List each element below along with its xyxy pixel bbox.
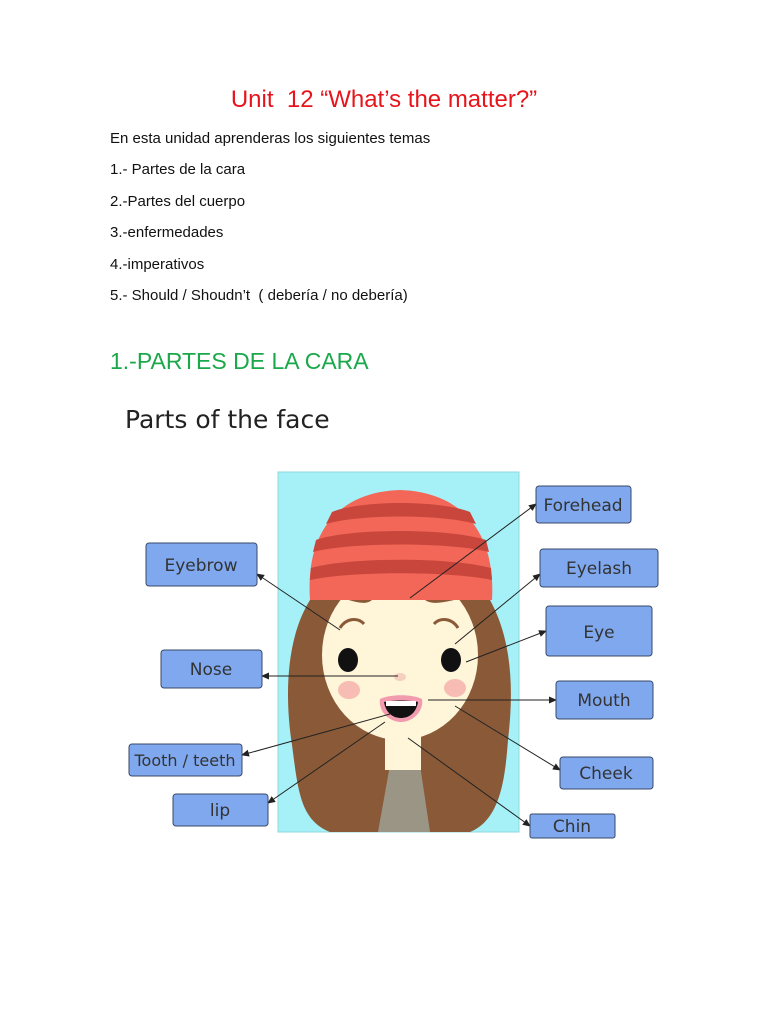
label-chin-text: Chin [552,817,592,837]
label-eye-text: Eye [583,623,615,643]
topic-item: 5.- Should / Shoudn’t ( debería / no debería) [110,287,408,304]
eye-right [441,648,461,672]
label-mouth-text: Mouth [577,691,631,711]
label-chin [530,814,615,838]
label-cheek-text: Cheek [579,764,633,784]
label-forehead-text: Forehead [543,496,623,516]
topic-item: 4.-imperativos [110,256,205,273]
topic-item: 2.-Partes del cuerpo [110,193,246,210]
topic-item: 3.-enfermedades [110,224,224,241]
figure-title: Parts of the face [125,405,330,434]
label-cheek [560,757,653,789]
label-nose-text: Nose [189,660,233,680]
label-lip-text: lip [209,801,231,821]
label-eyebrow [146,543,257,586]
label-eye [546,606,652,656]
label-tooth [129,744,242,776]
topic-item: 1.- Partes de la cara [110,161,246,178]
eye-left [338,648,358,672]
label-eyebrow-text: Eyebrow [164,556,238,576]
section-heading: 1.-PARTES DE LA CARA [110,348,369,374]
label-nose [161,650,262,688]
girl-illustration [278,472,519,832]
label-tooth-text: Tooth / teeth [134,751,236,770]
label-forehead [536,486,631,523]
label-eyelash-text: Eyelash [565,559,633,579]
label-lip [173,794,268,826]
label-mouth [556,681,653,719]
page-title: Unit 12 “What’s the matter?” [230,86,538,113]
label-eyelash [540,549,658,587]
intro-text: En esta unidad aprenderas los siguientes temas [110,130,431,147]
